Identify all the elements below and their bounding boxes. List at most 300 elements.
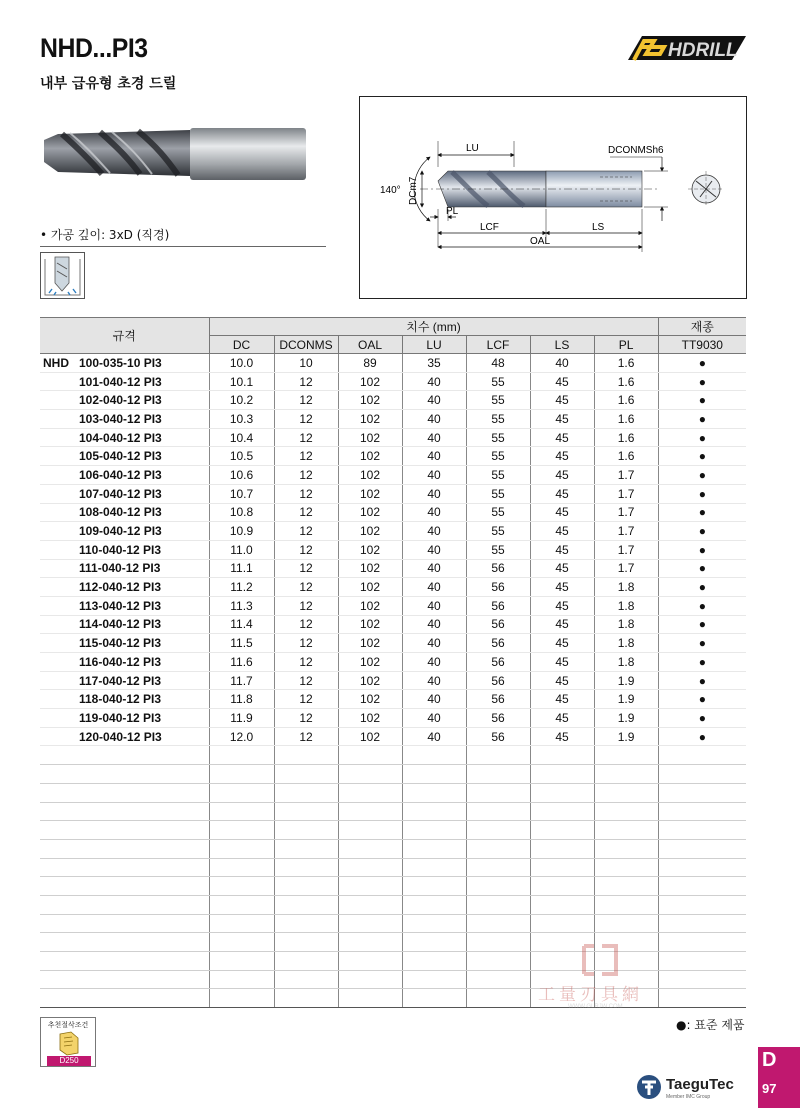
cell-lu: 40	[402, 484, 466, 503]
table-row	[40, 653, 746, 672]
cell-oal: 102	[338, 596, 402, 615]
table-row	[40, 671, 746, 690]
blank-row	[40, 783, 746, 802]
section-tab	[758, 1047, 800, 1108]
cell-oal: 102	[338, 522, 402, 541]
blank-cell	[338, 952, 402, 971]
cell-code	[40, 428, 209, 447]
cell-dconms: 12	[274, 447, 338, 466]
blank-cell	[466, 802, 530, 821]
blank-cell	[209, 895, 274, 914]
dconms-label: DCONMSh6	[608, 145, 664, 156]
cell-oal: 102	[338, 615, 402, 634]
cell-oal: 102	[338, 540, 402, 559]
cell-lu: 40	[402, 727, 466, 746]
blank-cell	[209, 765, 274, 784]
cutting-conditions-grade: D250	[47, 1056, 91, 1066]
cell-pl: 1.6	[594, 428, 658, 447]
cell-code	[40, 634, 209, 653]
cell-lu: 40	[402, 709, 466, 728]
cell-lu: 40	[402, 596, 466, 615]
drill-photo	[40, 120, 310, 190]
blank-cell	[402, 802, 466, 821]
book-icon	[57, 1030, 81, 1056]
cell-pl: 1.8	[594, 615, 658, 634]
blank-cell	[40, 839, 209, 858]
cell-dconms: 12	[274, 559, 338, 578]
blank-cell	[466, 970, 530, 989]
watermark	[530, 940, 680, 1015]
blank-cell	[530, 877, 594, 896]
cell-dc: 10.4	[209, 428, 274, 447]
pl-label: PL	[446, 206, 459, 217]
blank-cell	[40, 746, 209, 765]
blank-cell	[338, 914, 402, 933]
cell-ls: 45	[530, 727, 594, 746]
cell-code	[40, 503, 209, 522]
cell-code	[40, 653, 209, 672]
blank-cell	[594, 821, 658, 840]
cell-dc: 10.2	[209, 391, 274, 410]
blank-cell	[530, 746, 594, 765]
blank-row	[40, 765, 746, 784]
cell-oal: 102	[338, 466, 402, 485]
cell-dc: 10.5	[209, 447, 274, 466]
brand-sub: Member IMC Group	[666, 1094, 711, 1100]
blank-cell	[658, 783, 746, 802]
cell-dconms: 12	[274, 653, 338, 672]
cell-dconms: 12	[274, 727, 338, 746]
cell-ls: 45	[530, 559, 594, 578]
blank-cell	[338, 821, 402, 840]
cell-lu: 40	[402, 559, 466, 578]
blank-cell	[338, 989, 402, 1008]
cell-code	[40, 727, 209, 746]
blank-cell	[274, 821, 338, 840]
product-code: 114-040-12 PI3	[79, 617, 162, 632]
blank-cell	[466, 858, 530, 877]
blank-cell	[40, 933, 209, 952]
cell-code	[40, 540, 209, 559]
cell-lcf: 56	[466, 653, 530, 672]
cell-ls: 45	[530, 391, 594, 410]
cell-dc: 11.6	[209, 653, 274, 672]
blank-cell	[274, 783, 338, 802]
blank-cell	[40, 821, 209, 840]
blank-cell	[209, 839, 274, 858]
blank-cell	[466, 914, 530, 933]
cell-stock: ●	[658, 690, 746, 709]
coolant-icon	[40, 252, 85, 299]
page-subtitle: 내부 급유형 초경 드릴	[40, 76, 177, 92]
col-dconms: DCONMS	[274, 336, 338, 354]
blank-cell	[274, 765, 338, 784]
cell-dconms: 12	[274, 540, 338, 559]
cell-pl: 1.7	[594, 540, 658, 559]
blank-cell	[338, 877, 402, 896]
cell-stock: ●	[658, 671, 746, 690]
blank-cell	[274, 895, 338, 914]
product-code: 118-040-12 PI3	[79, 692, 162, 707]
cell-code	[40, 410, 209, 429]
depth-note: • 가공 깊이: 3xD (직경)	[40, 228, 170, 242]
product-code: 111-040-12 PI3	[79, 561, 161, 576]
cell-code	[40, 690, 209, 709]
cell-pl: 1.8	[594, 578, 658, 597]
cell-stock: ●	[658, 615, 746, 634]
blank-cell	[338, 783, 402, 802]
hdrill-logo	[620, 30, 748, 66]
cutting-conditions-label: 추천절삭조건	[47, 1021, 89, 1029]
blank-cell	[658, 858, 746, 877]
blank-cell	[466, 895, 530, 914]
blank-row	[40, 877, 746, 896]
cell-stock: ●	[658, 428, 746, 447]
cell-dc: 10.8	[209, 503, 274, 522]
table-row	[40, 503, 746, 522]
watermark-url: WWW.GLRJW.COM	[568, 1004, 623, 1010]
oal-label: OAL	[530, 236, 551, 247]
cell-code	[40, 391, 209, 410]
blank-cell	[594, 877, 658, 896]
blank-cell	[402, 933, 466, 952]
blank-cell	[402, 952, 466, 971]
cell-stock: ●	[658, 578, 746, 597]
blank-cell	[402, 895, 466, 914]
cell-oal: 102	[338, 372, 402, 391]
cell-ls: 45	[530, 578, 594, 597]
page-title: NHD...PI3	[40, 33, 148, 63]
blank-cell	[402, 970, 466, 989]
cell-ls: 45	[530, 596, 594, 615]
product-code: 106-040-12 PI3	[79, 467, 162, 482]
col-lcf: LCF	[466, 336, 530, 354]
cell-pl: 1.9	[594, 709, 658, 728]
cell-code	[40, 522, 209, 541]
blank-cell	[530, 765, 594, 784]
cell-lcf: 56	[466, 709, 530, 728]
cell-lcf: 56	[466, 690, 530, 709]
blank-cell	[402, 765, 466, 784]
blank-cell	[530, 895, 594, 914]
blank-cell	[209, 877, 274, 896]
cell-oal: 102	[338, 634, 402, 653]
blank-cell	[658, 802, 746, 821]
cell-stock: ●	[658, 709, 746, 728]
blank-cell	[40, 952, 209, 971]
table-row	[40, 410, 746, 429]
section-letter: D	[762, 1049, 777, 1071]
cell-lcf: 56	[466, 615, 530, 634]
cell-ls: 40	[530, 354, 594, 373]
cell-dconms: 12	[274, 522, 338, 541]
blank-cell	[274, 933, 338, 952]
cell-lcf: 55	[466, 503, 530, 522]
cell-ls: 45	[530, 615, 594, 634]
cell-lu: 40	[402, 540, 466, 559]
cell-lcf: 56	[466, 634, 530, 653]
blank-cell	[594, 858, 658, 877]
blank-cell	[530, 858, 594, 877]
cell-lcf: 55	[466, 372, 530, 391]
blank-cell	[209, 821, 274, 840]
cell-lcf: 56	[466, 596, 530, 615]
watermark-mark	[580, 942, 620, 978]
cell-lu: 40	[402, 578, 466, 597]
cell-pl: 1.7	[594, 522, 658, 541]
product-code: 117-040-12 PI3	[79, 673, 162, 688]
cell-stock: ●	[658, 522, 746, 541]
cell-lcf: 56	[466, 671, 530, 690]
cell-pl: 1.6	[594, 372, 658, 391]
blank-row	[40, 802, 746, 821]
blank-cell	[658, 914, 746, 933]
cell-code	[40, 578, 209, 597]
blank-cell	[594, 765, 658, 784]
blank-cell	[274, 914, 338, 933]
blank-cell	[274, 989, 338, 1008]
cell-lcf: 55	[466, 522, 530, 541]
cell-code	[40, 615, 209, 634]
cell-lcf: 55	[466, 391, 530, 410]
cell-stock: ●	[658, 653, 746, 672]
product-code: 105-040-12 PI3	[79, 449, 162, 464]
cell-dc: 10.9	[209, 522, 274, 541]
blank-cell	[40, 858, 209, 877]
cell-ls: 45	[530, 503, 594, 522]
blank-cell	[338, 933, 402, 952]
cell-lu: 40	[402, 410, 466, 429]
blank-cell	[402, 821, 466, 840]
cell-oal: 102	[338, 709, 402, 728]
cell-lu: 40	[402, 690, 466, 709]
cell-stock: ●	[658, 354, 746, 373]
lu-label: LU	[466, 143, 479, 154]
cell-oal: 102	[338, 653, 402, 672]
technical-drawing	[359, 96, 747, 299]
cell-dconms: 12	[274, 484, 338, 503]
blank-cell	[274, 802, 338, 821]
lcf-label: LCF	[480, 222, 499, 233]
brand-name: TaeguTec	[666, 1076, 734, 1093]
col-dc: DC	[209, 336, 274, 354]
blank-cell	[530, 802, 594, 821]
cell-dc: 11.7	[209, 671, 274, 690]
blank-row	[40, 746, 746, 765]
blank-row	[40, 839, 746, 858]
blank-cell	[594, 802, 658, 821]
blank-cell	[209, 933, 274, 952]
blank-cell	[338, 895, 402, 914]
blank-cell	[209, 989, 274, 1008]
cell-ls: 45	[530, 447, 594, 466]
col-ls: LS	[530, 336, 594, 354]
page-number: 97	[762, 1081, 777, 1096]
cell-pl: 1.8	[594, 653, 658, 672]
product-code: 100-035-10 PI3	[79, 355, 162, 370]
blank-cell	[274, 839, 338, 858]
product-code: 120-040-12 PI3	[79, 729, 162, 744]
cell-dc: 11.1	[209, 559, 274, 578]
cell-dc: 11.5	[209, 634, 274, 653]
blank-cell	[40, 914, 209, 933]
cell-dconms: 10	[274, 354, 338, 373]
blank-cell	[40, 802, 209, 821]
cell-lcf: 55	[466, 466, 530, 485]
table-row	[40, 428, 746, 447]
blank-row	[40, 914, 746, 933]
table-row	[40, 354, 746, 373]
cell-dconms: 12	[274, 634, 338, 653]
cell-lu: 40	[402, 466, 466, 485]
blank-cell	[209, 802, 274, 821]
table-row	[40, 484, 746, 503]
cell-ls: 45	[530, 671, 594, 690]
blank-cell	[530, 914, 594, 933]
blank-cell	[274, 970, 338, 989]
blank-cell	[530, 783, 594, 802]
cell-pl: 1.9	[594, 671, 658, 690]
product-code: 104-040-12 PI3	[79, 430, 162, 445]
blank-cell	[338, 858, 402, 877]
cell-oal: 102	[338, 690, 402, 709]
cell-stock: ●	[658, 596, 746, 615]
cell-ls: 45	[530, 709, 594, 728]
cell-dc: 11.4	[209, 615, 274, 634]
blank-cell	[40, 989, 209, 1008]
col-lu: LU	[402, 336, 466, 354]
table-row	[40, 578, 746, 597]
dc-label: DCm7	[408, 176, 419, 205]
cell-ls: 45	[530, 522, 594, 541]
blank-cell	[658, 877, 746, 896]
logo-text: HDRILL	[668, 40, 738, 61]
cell-stock: ●	[658, 540, 746, 559]
cell-lu: 40	[402, 615, 466, 634]
table-row	[40, 466, 746, 485]
blank-cell	[466, 765, 530, 784]
cell-stock: ●	[658, 391, 746, 410]
blank-cell	[658, 895, 746, 914]
table-row	[40, 690, 746, 709]
blank-cell	[209, 970, 274, 989]
cell-dconms: 12	[274, 466, 338, 485]
brand-logo	[636, 1073, 751, 1101]
blank-cell	[274, 858, 338, 877]
blank-cell	[594, 895, 658, 914]
cell-dconms: 12	[274, 709, 338, 728]
cell-stock: ●	[658, 634, 746, 653]
col-pl: PL	[594, 336, 658, 354]
cell-oal: 102	[338, 503, 402, 522]
col-oal: OAL	[338, 336, 402, 354]
cell-dc: 10.7	[209, 484, 274, 503]
cell-pl: 1.7	[594, 559, 658, 578]
cell-lu: 35	[402, 354, 466, 373]
cell-dconms: 12	[274, 596, 338, 615]
cell-ls: 45	[530, 484, 594, 503]
blank-cell	[658, 821, 746, 840]
legend: ●: 표준 제품	[676, 1018, 745, 1032]
blank-cell	[466, 746, 530, 765]
blank-cell	[466, 933, 530, 952]
cell-dconms: 12	[274, 578, 338, 597]
blank-cell	[466, 989, 530, 1008]
blank-cell	[209, 952, 274, 971]
cell-pl: 1.7	[594, 503, 658, 522]
cell-lcf: 55	[466, 540, 530, 559]
product-code: 112-040-12 PI3	[79, 580, 162, 595]
cell-oal: 102	[338, 410, 402, 429]
product-code: 107-040-12 PI3	[79, 486, 162, 501]
blank-cell	[209, 746, 274, 765]
blank-cell	[466, 783, 530, 802]
cell-dc: 11.3	[209, 596, 274, 615]
cell-lu: 40	[402, 634, 466, 653]
cell-dc: 12.0	[209, 727, 274, 746]
cell-dconms: 12	[274, 391, 338, 410]
cell-code	[40, 671, 209, 690]
cell-pl: 1.7	[594, 466, 658, 485]
cell-lu: 40	[402, 503, 466, 522]
cell-lcf: 55	[466, 447, 530, 466]
blank-row	[40, 821, 746, 840]
cell-lu: 40	[402, 447, 466, 466]
cell-pl: 1.6	[594, 410, 658, 429]
table-row	[40, 372, 746, 391]
blank-cell	[274, 877, 338, 896]
cell-dconms: 12	[274, 372, 338, 391]
cell-stock: ●	[658, 372, 746, 391]
blank-cell	[402, 746, 466, 765]
cell-stock: ●	[658, 503, 746, 522]
cell-stock: ●	[658, 447, 746, 466]
cell-code	[40, 559, 209, 578]
blank-cell	[466, 839, 530, 858]
watermark-text: 工量刃具網	[538, 985, 643, 1005]
cell-pl: 1.7	[594, 484, 658, 503]
blank-cell	[402, 783, 466, 802]
blank-cell	[40, 783, 209, 802]
cell-dconms: 12	[274, 410, 338, 429]
cell-pl: 1.9	[594, 727, 658, 746]
cell-lu: 40	[402, 428, 466, 447]
cell-dc: 10.1	[209, 372, 274, 391]
taegutec-icon	[636, 1074, 662, 1100]
cell-lcf: 55	[466, 428, 530, 447]
blank-row	[40, 858, 746, 877]
col-grade: TT9030	[658, 336, 746, 354]
dimension-header: 치수 (mm)	[209, 318, 658, 336]
blank-cell	[594, 914, 658, 933]
table-row	[40, 709, 746, 728]
blank-cell	[402, 914, 466, 933]
cell-ls: 45	[530, 466, 594, 485]
cell-dc: 11.8	[209, 690, 274, 709]
cell-oal: 102	[338, 671, 402, 690]
cell-code	[40, 447, 209, 466]
cell-ls: 45	[530, 372, 594, 391]
cell-oal: 89	[338, 354, 402, 373]
cell-pl: 1.8	[594, 634, 658, 653]
blank-cell	[658, 765, 746, 784]
table-row	[40, 522, 746, 541]
cell-pl: 1.8	[594, 596, 658, 615]
blank-cell	[40, 970, 209, 989]
cell-lcf: 55	[466, 410, 530, 429]
cell-lu: 40	[402, 522, 466, 541]
table-row	[40, 540, 746, 559]
